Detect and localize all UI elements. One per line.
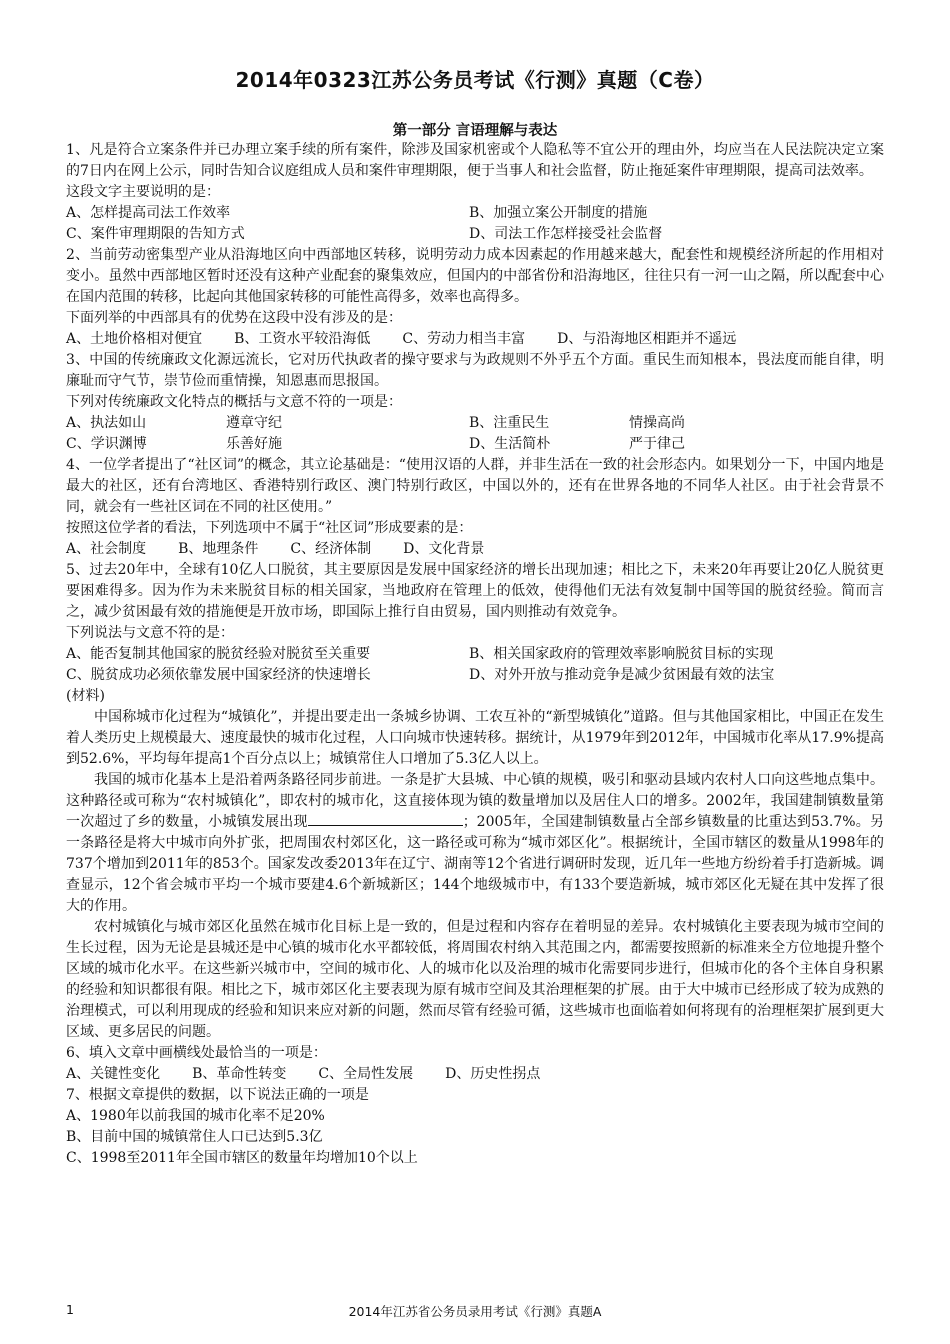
q3-option-c-2: 乐善好施 bbox=[226, 436, 282, 452]
q4-option-a: A、社会制度 bbox=[66, 541, 147, 557]
q2-text: 2、当前劳动密集型产业从沿海地区向中西部地区转移，说明劳动力成本因素起的作用越来越大，配套性和规模经济所起的作用相对变小。虽然中西部地区暂时还没有这种产业配套的聚集效应，但国内的中部省份和沿海地区，往往只有一河一山之隔，所以配套中心在国内范围的转移，比起向其他国家转移的可能性高得多，效率也高得多。 bbox=[66, 247, 884, 305]
q4-question: 按照这位学者的看法，下列选项中不属于“社区词”形成要素的是： bbox=[66, 520, 473, 536]
material-paragraph-2-part-b: ；2005年，全国建制镇数量占全部乡镇数量的比重达到53.7%。另一条路径是将大中城市向外扩张，把周围农村郊区化，这一路径或可称为“城市郊区化”。根据统计，全国市辖区的数量从1998年的737个增加到2011年的853个。国家发改委2013年在辽宁、湖南等12个省进行调研时发现，近几年一些地方纷纷着手打造新城。调查显示，12个省会城市平均一个城市要建4.6个新城新区；144个地级城市中，有133个要造新城，城市郊区化无疑在其中发挥了很大的作用。 bbox=[66, 814, 884, 914]
q4-option-d: D、文化背景 bbox=[403, 541, 485, 557]
material-paragraph-1: 中国称城市化过程为“城镇化”，并提出要走出一条城乡协调、工农互补的“新型城镇化”道路。但与其他国家相比，中国正在发生着人类历史上规模最大、速度最快的城市化过程，人口向城市快速转移。据统计，从1979年到2012年，中国城市化率从17.9%提高到52.6%，平均每年提高1个百分点以上；城镇常住人口增加了5.3亿人以上。 bbox=[66, 709, 884, 767]
q7-option-b: B、目前中国的城镇常住人口已达到5.3亿 bbox=[66, 1129, 323, 1145]
q3-option-a-2: 遵章守纪 bbox=[226, 415, 282, 431]
page-footer bbox=[0, 1302, 950, 1322]
q6-option-a: A、关键性变化 bbox=[66, 1066, 161, 1082]
q2-option-d: D、与沿海地区相距并不遥远 bbox=[557, 331, 737, 347]
material-paragraph-2 bbox=[66, 770, 884, 917]
footer-text: 2014年江苏省公务员录用考试《行测》真题A bbox=[348, 1304, 602, 1319]
q5-question: 下列说法与文意不符的是： bbox=[66, 625, 234, 641]
q2-option-a: A、土地价格相对便宜 bbox=[66, 331, 203, 347]
q6-option-b: B、革命性转变 bbox=[192, 1066, 287, 1082]
q1-text: 1、凡是符合立案条件并已办理立案手续的所有案件，除涉及国家机密或个人隐私等不宜公开的理由外，均应当在人民法院决定立案的7日内在网上公示，同时告知合议庭组成人员和案件审理期限，便于当事人和社会监督，防止拖延案件审理期限，提高司法效率。 bbox=[66, 142, 884, 179]
q4-options bbox=[66, 539, 884, 560]
q5-options bbox=[66, 644, 884, 686]
q2-option-b: B、工资水平较沿海低 bbox=[234, 331, 371, 347]
q3-option-d-2: 严于律己 bbox=[629, 436, 685, 452]
document-body bbox=[66, 140, 884, 1169]
q1-options bbox=[66, 203, 884, 245]
page-title: 2014年0323江苏公务员考试《行测》真题（C卷） bbox=[235, 68, 715, 92]
q1-option-d: D、司法工作怎样接受社会监督 bbox=[469, 226, 663, 242]
q5-option-a: A、能否复制其他国家的脱贫经验对脱贫至关重要 bbox=[66, 646, 371, 662]
fill-blank-line bbox=[308, 812, 463, 826]
q1-option-b: B、加强立案公开制度的措施 bbox=[469, 205, 648, 221]
q6-question: 6、填入文章中画横线处最恰当的一项是： bbox=[66, 1045, 327, 1061]
q1-question: 这段文字主要说明的是： bbox=[66, 184, 220, 200]
q5-option-b: B、相关国家政府的管理效率影响脱贫目标的实现 bbox=[469, 646, 774, 662]
q3-option-d-1: D、生活简朴 bbox=[469, 436, 551, 452]
q5-option-d: D、对外开放与推动竞争是减少贫困最有效的法宝 bbox=[469, 667, 775, 683]
q6-options bbox=[66, 1064, 884, 1085]
q4-option-c: C、经济体制 bbox=[290, 541, 372, 557]
q3-option-c-1: C、学识渊博 bbox=[66, 436, 147, 452]
q7-option-a: A、1980年以前我国的城市化率不足20% bbox=[66, 1108, 325, 1124]
q5-option-c: C、脱贫成功必须依靠发展中国家经济的快速增长 bbox=[66, 667, 371, 683]
q2-option-c: C、劳动力相当丰富 bbox=[402, 331, 526, 347]
material-paragraph-2-part-a: 我国的城市化基本上是沿着两条路径同步前进。一条是扩大县城、中心镇的规模，吸引和驱动县域内农村人口向这些地点集中。这种路径或可称为“农村城镇化”，即农村的城市化，这直接体现为镇的数量增加以及居住人口的增多。2002年，我国建制镇数量第一次超过了乡的数量，小城镇发展出现 bbox=[66, 772, 884, 830]
q3-option-a-1: A、执法如山 bbox=[66, 415, 147, 431]
q6-option-d: D、历史性拐点 bbox=[445, 1066, 541, 1082]
q3-text: 3、中国的传统廉政文化源远流长，它对历代执政者的操守要求与为政规则不外乎五个方面。重民生而知根本，畏法度而能自律，明廉耻而守气节，崇节俭而重情操，知恩惠而思报国。 bbox=[66, 352, 884, 389]
q3-options bbox=[66, 413, 884, 455]
page-number: 1 bbox=[66, 1302, 74, 1317]
q3-question: 下列对传统廉政文化特点的概括与文意不符的一项是： bbox=[66, 394, 402, 410]
section-title: 第一部分 言语理解与表达 bbox=[392, 123, 558, 139]
q1-option-c: C、案件审理期限的告知方式 bbox=[66, 226, 245, 242]
q2-question: 下面列举的中西部具有的优势在这段中没有涉及的是： bbox=[66, 310, 402, 326]
q3-option-b-2: 情操高尚 bbox=[629, 415, 685, 431]
q5-text: 5、过去20年中，全球有10亿人口脱贫，其主要原因是发展中国家经济的增长出现加速；相比之下，未来20年再要让20亿人脱贫更要困难得多。因为作为未来脱贫目标的相关国家，当地政府在管理上的低效，使得他们无法有效复制中国等国的脱贫经验。简而言之，减少贫困最有效的措施便是开放市场，即国际上推行自由贸易，国内则推动有效竞争。 bbox=[66, 562, 884, 620]
material-paragraph-3: 农村城镇化与城市郊区化虽然在城市化目标上是一致的，但是过程和内容存在着明显的差异。农村城镇化主要表现为城市空间的生长过程，因为无论是县城还是中心镇的城市化水平都较低，将周围农村纳入其范围之内，都需要按照新的标准来全方位地提升整个区域的城市化水平。在这些新兴城市中，空间的城市化、人的城市化以及治理的城市化需要同步进行，但城市化的各个主体自身积累的经验和知识都很有限。相比之下，城市郊区化主要表现为原有城市空间及其治理框架的扩展。由于大中城市已经形成了较为成熟的治理模式，可以利用现成的经验和知识来应对新的问题，然而尽管有经验可循，这些城市也面临着如何将现有的治理框架扩展到更大区域、更多居民的问题。 bbox=[66, 919, 884, 1040]
q1-option-a: A、怎样提高司法工作效率 bbox=[66, 205, 231, 221]
q4-text: 4、一位学者提出了“社区词”的概念，其立论基础是：“使用汉语的人群，并非生活在一致的社会形态内。如果划分一下，中国内地是最大的社区，还有台湾地区、香港特别行政区、澳门特别行政区，中国以外的，还有在世界各地的不同华人社区。由于社会背景不同，就会有一些社区词在不同的社区使用。” bbox=[66, 457, 884, 515]
q7-question: 7、根据文章提供的数据，以下说法正确的一项是 bbox=[66, 1087, 369, 1103]
q4-option-b: B、地理条件 bbox=[178, 541, 259, 557]
q2-options bbox=[66, 329, 884, 350]
q7-option-c: C、1998至2011年全国市辖区的数量年均增加10个以上 bbox=[66, 1150, 418, 1166]
q6-option-c: C、全局性发展 bbox=[318, 1066, 414, 1082]
q3-option-b-1: B、注重民生 bbox=[469, 415, 550, 431]
material-label: (材料) bbox=[66, 688, 105, 704]
